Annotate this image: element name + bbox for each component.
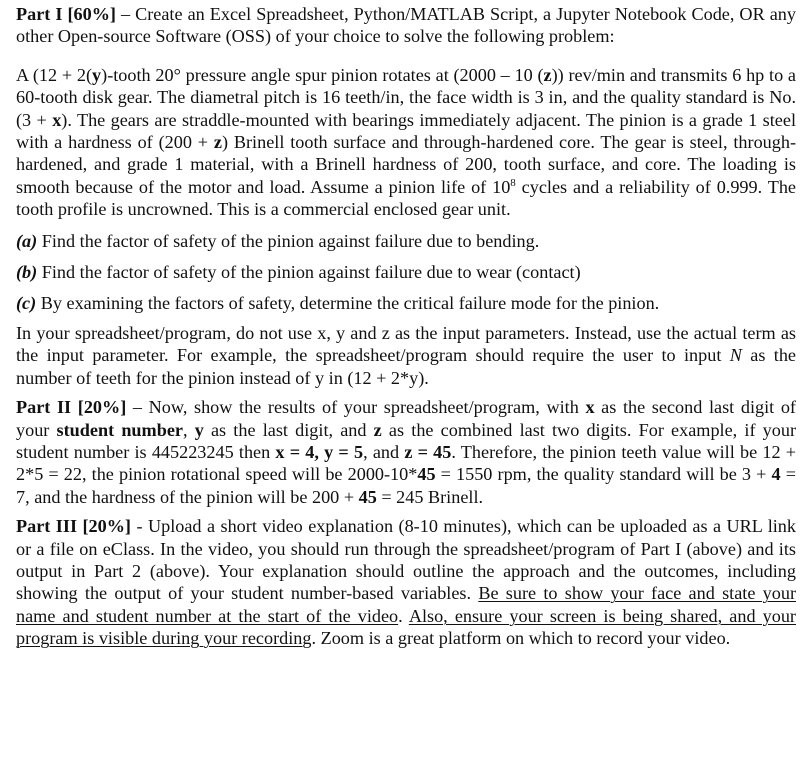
problem-text: cycles and a reliability of 0.999. The tooth profile is uncrowned. This is a commercial enclosed gear unit. <box>16 176 796 220</box>
part2-text: = 245 Brinell. <box>376 486 484 507</box>
part3-heading: Part III [20%] <box>16 516 131 537</box>
note-text: as the number of teeth for the pinion instead of y in (12 + 2*y). <box>16 345 797 388</box>
example-value: 45 <box>358 486 377 507</box>
question-a-text: Find the factor of safety of the pinion against failure due to bending. <box>37 230 540 251</box>
problem-text: ). The gears are straddle-mounted with bearings immediately adjacent. The pinion is a grade 1 steel with a hardness of (200 + <box>16 109 796 153</box>
question-c-text: By examining the factors of safety, determine the critical failure mode for the pinion. <box>36 293 660 314</box>
input-note <box>16 322 796 389</box>
student-number-label: student number <box>56 419 183 440</box>
example-z-value: z = 45 <box>404 441 452 462</box>
problem-statement <box>16 64 796 221</box>
question-c <box>16 292 796 314</box>
var-z: z <box>543 64 552 85</box>
problem-text: A (12 + 2( <box>16 64 93 85</box>
var-y: y <box>92 64 102 85</box>
part2-text: , and <box>363 441 405 462</box>
note-var-n: N <box>729 345 742 366</box>
part2-text: as the last digit, and <box>203 419 374 440</box>
note-text: In your spreadsheet/program, do not use x, y and z as the input parameters. Instead, use the actual term as the input parameter. For example, the spreadsheet/program should require the user to input <box>16 322 796 366</box>
part2-text: . Therefore, the pinion teeth value will be 12 + 2*5 = 22, the pinion rotational speed will be 2000-10* <box>16 441 797 485</box>
question-a <box>16 230 796 252</box>
example-value: 4 <box>771 464 781 485</box>
question-b <box>16 261 796 283</box>
part2-text: as the second last digit of your <box>16 397 796 440</box>
question-c-label: (c) <box>16 293 37 314</box>
problem-text: )) rev/min and transmits 6 hp to a 60-tooth disk gear. The diametral pitch is 16 teeth/in, the face width is 3 in, and the quality standard is No. (3 + <box>16 64 796 130</box>
part3 <box>16 515 796 649</box>
part2-text: as the combined last two digits. For example, if your student number is 445223245 then <box>16 419 797 462</box>
part3-text: . Zoom is a great platform on which to record your video. <box>311 628 731 649</box>
part1-heading: Part I [60%] <box>16 4 116 24</box>
part3-text: . <box>398 605 409 626</box>
example-value: 45 <box>417 464 436 485</box>
underlined-instruction: Also, ensure your screen is being shared, and your program is visible during your recording <box>16 605 796 649</box>
var-z: z <box>213 132 222 153</box>
var-x: x <box>52 109 62 130</box>
part2-text: = 7, and the hardness of the pinion will be 200 + <box>16 464 796 507</box>
part1-intro-text: – Create an Excel Spreadsheet, Python/MATLAB Script, a Jupyter Notebook Code, OR any other Open-source Software (OSS) of your choice to solve the following problem: <box>16 4 796 47</box>
problem-text: )-tooth 20° pressure angle spur pinion rotates at (2000 – 10 ( <box>101 64 544 85</box>
part2-text: – Now, show the results of your spreadsheet/program, with <box>126 397 586 418</box>
part2-text: , <box>182 419 195 440</box>
part1-intro <box>16 3 796 48</box>
var-x: x <box>585 397 595 418</box>
exponent: 8 <box>510 176 516 189</box>
question-a-label: (a) <box>16 230 38 251</box>
question-b-label: (b) <box>16 262 38 283</box>
var-y: y <box>194 419 204 440</box>
part2-heading: Part II [20%] <box>16 397 127 418</box>
question-b-text: Find the factor of safety of the pinion against failure due to wear (contact) <box>37 262 581 283</box>
var-z: z <box>373 419 382 440</box>
part2 <box>16 396 796 508</box>
example-xy-values: x = 4, y = 5 <box>275 441 364 462</box>
part2-text: = 1550 rpm, the quality standard will be 3 + <box>435 464 772 485</box>
underlined-instruction: Be sure to show your face and state your name and student number at the start of the video <box>16 583 796 626</box>
part3-text: - Upload a short video explanation (8-10 minutes), which can be uploaded as a URL link or a file on eClass. In the video, you should run through the spreadsheet/program of Part I (above) and its output in Part 2 (above). Your explanation should outline the approach and the outcomes, including showing the output of your student number-based variables. <box>16 516 796 604</box>
problem-text: ) Brinell tooth surface and through-hardened core. The gear is steel, through-hardened, and grade 1 material, with a Brinell hardness of 200, tooth surface, and core. The loading is smooth because of the motor and load. Assume a pinion life of 10 <box>16 132 796 197</box>
